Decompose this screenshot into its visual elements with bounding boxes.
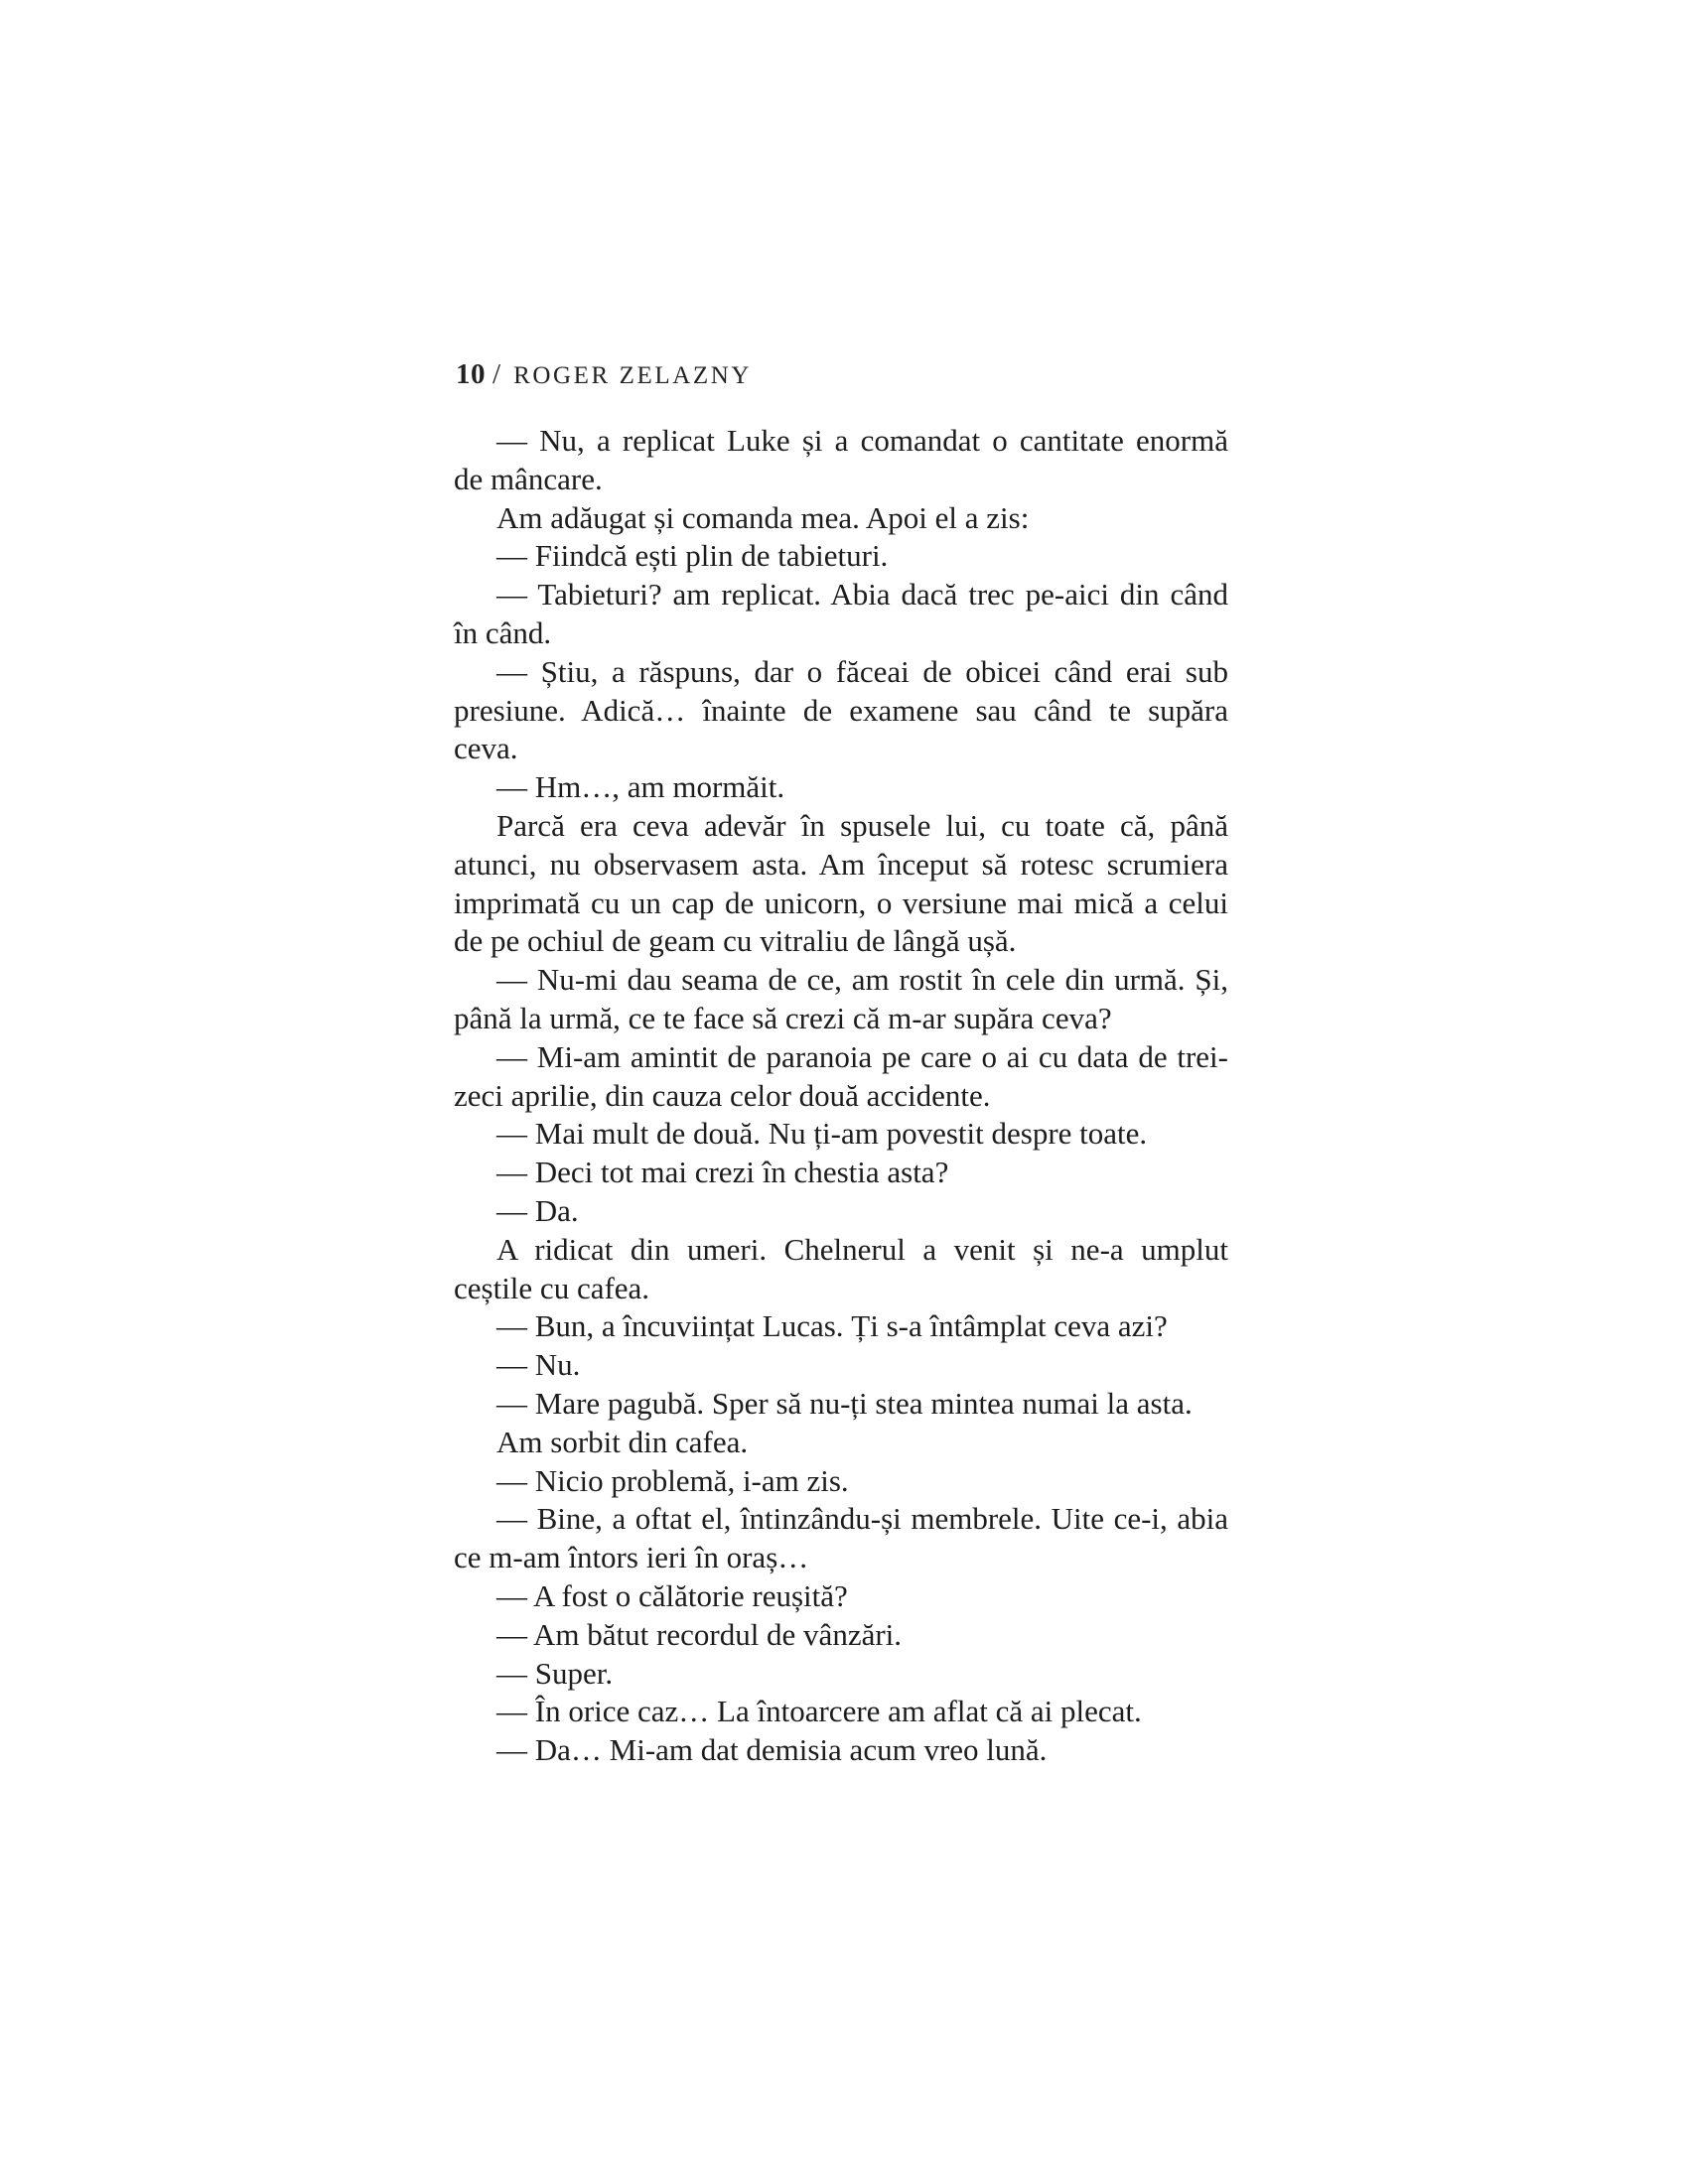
page-number: 10 xyxy=(456,358,486,390)
paragraph xyxy=(454,1307,1228,1346)
paragraph xyxy=(454,653,1228,768)
text-line: — Nu. xyxy=(496,1347,581,1383)
paragraph xyxy=(454,1462,1228,1501)
text-line: — Nu-mi dau seama de ce, am rostit în cele din urmă. Și, xyxy=(496,962,1228,998)
text-line: A ridicat din umeri. Chelnerul a venit și ne-a umplut xyxy=(496,1231,1228,1267)
text-line: — Mi-am amintit de paranoia pe care o ai cu data de trei- xyxy=(496,1038,1228,1074)
text-line: ceștile cu cafea. xyxy=(454,1270,650,1305)
paragraph xyxy=(454,422,1228,499)
paragraph xyxy=(454,1731,1228,1770)
text-line: — Nu, a replicat Luke și a comandat o cantitate enormă xyxy=(496,423,1228,458)
paragraph xyxy=(454,768,1228,807)
text-line: presiune. Adică… înainte de examene sau când te supăra xyxy=(454,692,1228,728)
header-separator: / xyxy=(492,358,501,390)
paragraph xyxy=(454,1115,1228,1154)
text-line: Am adăugat și comanda mea. Apoi el a zis: xyxy=(496,499,1030,535)
paragraph xyxy=(454,1500,1228,1577)
text-line: zeci aprilie, din cauza celor două accidente. xyxy=(454,1077,991,1113)
text-line: — Super. xyxy=(496,1655,614,1691)
text-line: — Tabieturi? am replicat. Abia dacă trec pe-aici din când xyxy=(496,577,1228,613)
paragraph xyxy=(454,1424,1228,1462)
text-line: de pe ochiul de geam cu vitraliu de lângă ușă. xyxy=(454,923,1017,959)
paragraph xyxy=(454,807,1228,961)
text-line: — Am bătut recordul de vânzări. xyxy=(496,1616,903,1652)
paragraph xyxy=(454,1154,1228,1192)
paragraph xyxy=(454,499,1228,538)
text-line: — Da… Mi-am dat demisia acum vreo lună. xyxy=(496,1732,1048,1768)
text-line: — Bine, a oftat el, întinzându-și membrele. Uite ce-i, abia xyxy=(496,1501,1228,1537)
paragraph xyxy=(454,1346,1228,1385)
text-line: — Mare pagubă. Sper să nu-ți stea mintea numai la asta. xyxy=(496,1385,1193,1421)
text-line: — Mai mult de două. Nu ți-am povestit despre toate. xyxy=(496,1116,1148,1152)
text-line: — Deci tot mai crezi în chestia asta? xyxy=(496,1155,949,1190)
paragraph xyxy=(454,1231,1228,1308)
paragraph xyxy=(454,961,1228,1038)
paragraph xyxy=(454,1616,1228,1655)
running-header xyxy=(456,358,752,391)
text-line: ce m-am întors ieri în oraș… xyxy=(454,1540,809,1575)
paragraph xyxy=(454,1577,1228,1616)
text-line: de mâncare. xyxy=(454,461,603,496)
text-line: Parcă era ceva adevăr în spusele lui, cu toate că, până xyxy=(496,807,1228,843)
text-line: în când. xyxy=(454,614,552,650)
paragraph xyxy=(454,1693,1228,1731)
paragraph xyxy=(454,1192,1228,1231)
text-line: ceva. xyxy=(454,731,518,766)
text-line: — Hm…, am mormăit. xyxy=(496,769,785,805)
text-line: până la urmă, ce te face să crezi că m-ar supăra ceva? xyxy=(454,1000,1112,1035)
text-line: — Fiindcă ești plin de tabieturi. xyxy=(496,538,889,574)
text-line: Am sorbit din cafea. xyxy=(496,1424,749,1459)
text-line: atunci, nu observasem asta. Am început să rotesc scrumiera xyxy=(454,846,1228,882)
text-line: imprimată cu un cap de unicorn, o versiune mai mică a celui xyxy=(454,885,1228,920)
text-line: — Da. xyxy=(496,1192,579,1228)
text-line: — Bun, a încuviințat Lucas. Ți s-a întâmplat ceva azi? xyxy=(496,1308,1168,1344)
running-title: ROGER ZELAZNY xyxy=(513,362,753,389)
paragraph xyxy=(454,1038,1228,1116)
text-line: — Știu, a răspuns, dar o făceai de obicei când erai sub xyxy=(496,653,1228,689)
paragraph xyxy=(454,537,1228,576)
body-text xyxy=(454,422,1228,1770)
paragraph xyxy=(454,576,1228,653)
text-line: — Nicio problemă, i-am zis. xyxy=(496,1462,849,1498)
paragraph xyxy=(454,1655,1228,1694)
text-line: — În orice caz… La întoarcere am aflat că ai plecat. xyxy=(496,1694,1142,1729)
paragraph xyxy=(454,1385,1228,1424)
text-line: — A fost o călătorie reușită? xyxy=(496,1577,848,1613)
